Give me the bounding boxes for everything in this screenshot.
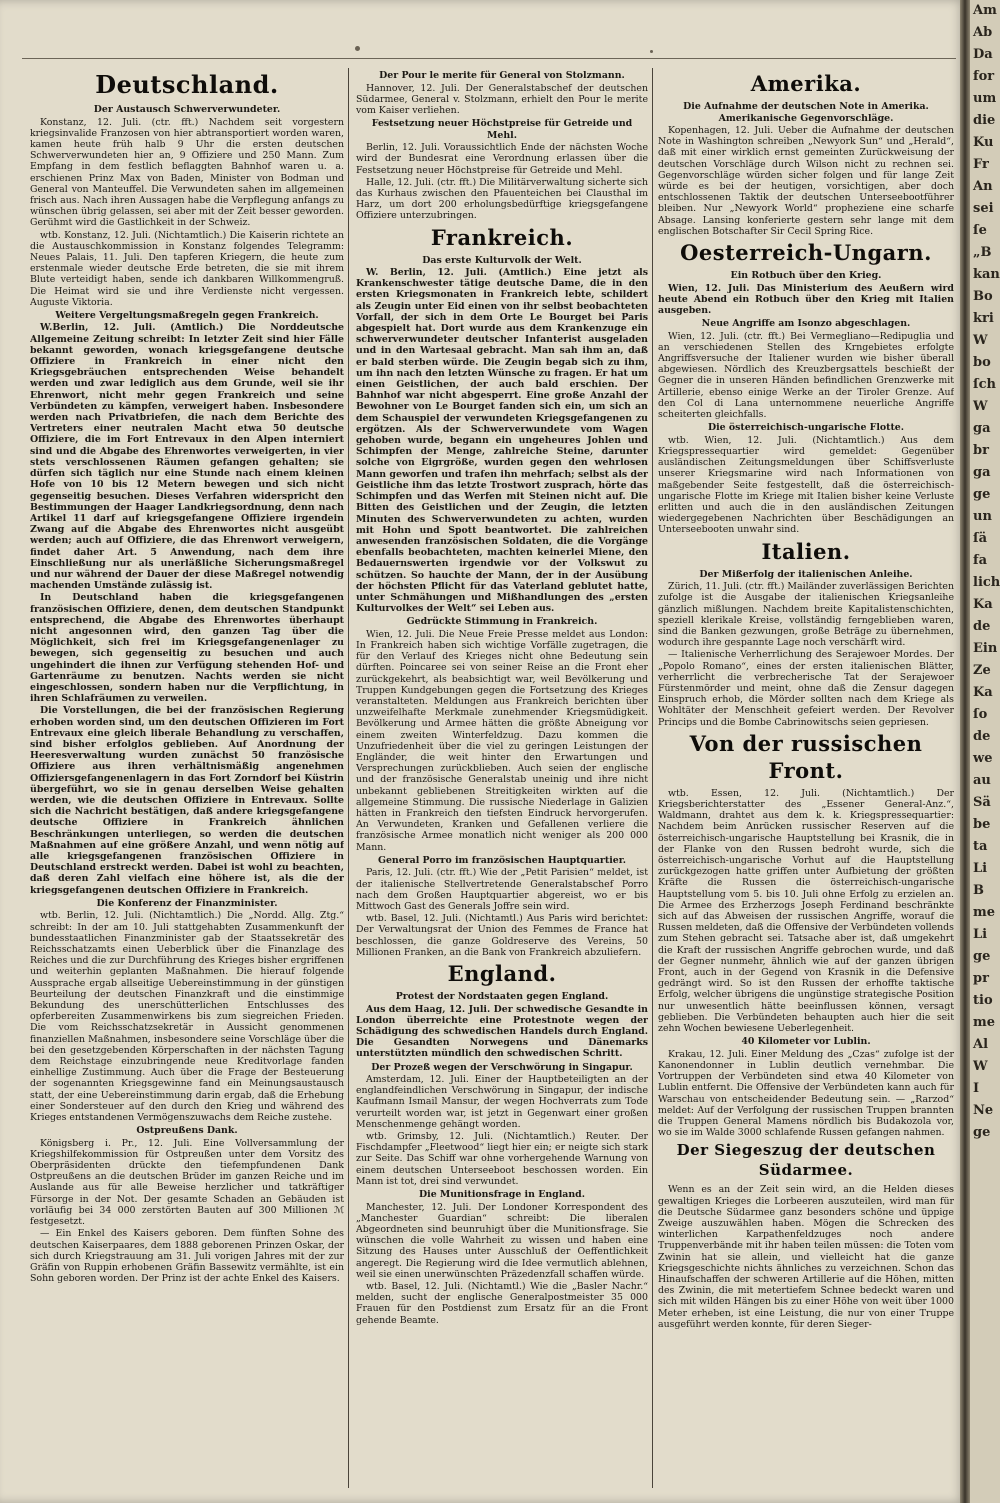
edge-fragment: ga: [973, 465, 991, 480]
edge-fragment: me: [973, 905, 996, 920]
edge-fragment: um: [973, 91, 997, 106]
article-paragraph: W.Berlin, 12. Juli. (Amtlich.) Die Norddeutsche Allgemeine Zeitung schreibt: In letzter Zeit sind hier Fälle bekannt geworden, wonach kriegsgefangene deutsche Offiziere in Frankreich in einer nicht den Kriegsgebräuchen entsprechenden Weise behandelt werden und zwar lediglich aus dem Grunde, weil sie ihr Ehrenwort, nicht mehr gegen Frankreich und seine Verbündeten zu kämpfen, verweigert haben. Insbesondere werden nach Privatbriefen, die nach dem Berichte des Vertreters einer neutralen Macht etwa 50 deutsche Offiziere, die im Fort Entrevaux in den Alpen interniert sind und die Abgabe des Ehrenwortes verweigerten, in vier stets verschlossenen Räumen gefangen gehalten; sie dürfen sich täglich nur eine Stunde nach einem kleinen Hofe von 10 bis 12 Metern bewegen und sich nicht gegenseitig besuchen. Dieses Verfahren widerspricht den Bestimmungen der Haager Landkriegsordnung, denn nach Artikel 11 darf auf kriegsgefangene Offiziere irgendein Zwang auf die Abgabe des Ehrenwortes nicht ausgeübt werden; auch auf Offiziere, die das Ehrenwort verweigern, findet daher Art. 5 Anwendung, nach dem ihre Einschließung nur als unerläßliche Sicherungsmaßregel und nur während der Dauer der diese Maßregel notwendig machenden Umstände zulässig ist.: [30, 322, 344, 592]
edge-fragment: Ka: [973, 597, 993, 612]
edge-fragment: br: [973, 443, 989, 458]
article-paragraph: Zürich, 11. Juli. (ctr. fft.) Mailänder zuverlässigen Berichten zufolge ist die Ausgabe der italienischen Kriegsanleihe gänzlich mißlungen. Nachdem breite Kapitalistenschichten, speziell klerikale Kreise, vollständig ferngeblieben waren, sind die Banken gezwungen, große Beträge zu übernehmen, wodurch ihre gespannte Lage noch verschärft wird.: [658, 581, 954, 649]
edge-fragment: ſch: [973, 377, 996, 392]
edge-fragment: kan: [973, 267, 1000, 282]
edge-fragment: bo: [973, 355, 991, 370]
edge-fragment: „B: [973, 245, 992, 260]
article-paragraph: — Ein Enkel des Kaisers geboren. Dem fünften Sohne des deutschen Kaiserpaares, dem 1888 geborenen Prinzen Oskar, der sich durch Kriegstrauung am 31. Juli vorigen Jahres mit der zur Gräfin von Ruppin erhobenen Gräfin Bassewitz vermählte, ist ein Sohn geboren worden. Der Prinz ist der achte Enkel des Kaisers.: [30, 1228, 344, 1285]
edge-fragment: die: [973, 113, 996, 128]
edge-fragment: Ab: [973, 25, 993, 40]
article-headline: General Porro im französischen Hauptquartier.: [377, 854, 627, 866]
article-paragraph: Wenn es an der Zeit sein wird, an die Helden dieses gewaltigen Krieges die Lorbeeren auszuteilen, wird man für die Deutsche Südarmee ganz besonders schöne und üppige Zweige auszuwählen haben. Mögen die Schrecken des winterlichen Karpathenfeldzuges noch andere Truppenverbände mit ihr haben teilen müssen: die Toten vom Zwinin hat sie allein, und vielleicht hat die ganze Kriegsgeschichte nichts ähnliches zu verzeichnen. Schon das Hinaufschaffen der schweren Artillerie auf die Höhen, mitten des Zwinin, die mit metertiefem Schnee bedeckt waren und sich mit wilden Hängen bis zu einer Höhe von weit über 1000 Meter erheben, ist eine Leistung, die nur von einer Truppe ausgeführt werden konnte, für deren Sieger-: [658, 1184, 954, 1330]
edge-fragment: W: [973, 333, 988, 348]
article-paragraph: Kopenhagen, 12. Juli. Ueber die Aufnahme der deutschen Note in Washington schreiben „Newyork Sun“ und „Herald“, daß mit einer wirklich ernst gemeinten Zurückweisung der deutschen Vorschläge durch Wilson nicht zu rechnen sei. Gegenvorschläge würden sicher folgen und für lange Zeit würde es bei der heutigen, vorsichtigen, aber doch entschlossenen Taktik der deutschen Unterseebootführer bleiben. Nur „Newyork World“ propheziene eine scharfe Absage. Lansing konferierte gestern sehr lange mit dem englischen Botschafter Sir Cecil Spring Rice.: [658, 125, 954, 237]
article-paragraph: Halle, 12. Juli. (ctr. fft.) Die Militärverwaltung sicherte sich das Kurhaus zwischen den Pfauenteichen bei Clausthal im Harz, um dort 200 erholungsbedürftige kriegsgefangene Offiziere unterzubringen.: [356, 176, 648, 222]
article-headline: Die Aufnahme der deutschen Note in Amerika. Amerikanische Gegenvorschläge.: [683, 101, 929, 124]
edge-fragment: Ze: [973, 663, 991, 678]
article-headline: Das erste Kulturvolk der Welt.: [422, 254, 582, 266]
article-headline: Ein Rotbuch über den Krieg.: [730, 270, 882, 282]
article-paragraph: W. Berlin, 12. Juli. (Amtlich.) Eine jetzt als Krankenschwester tätige deutsche Dame, die in den ersten Kriegsmonaten in Frankreich lebte, schildert als Zeugin unter Eid einen von ihr selbst beobachteten Vorfall, der sich in dem Orte Le Bourget bei Paris abgespielt hat. Dort wurde aus dem Krankenzuge ein schwerverwundeter deutscher Infanterist ausgeladen und in den Wartesaal gebracht. Man sah ihm an, daß er bald sterben würde. Die Zeugin begab sich zu ihm, um ihn nach den letzten Wünsche zu fragen. Er hat um einen Geistlichen, der auch bald erschien. Der Bahnhof war nicht abgesperrt. Eine große Anzahl der Bewohner von Le Bourget fanden sich ein, um sich an dem Schauspiel der verwundeten Kriegsgefangenen zu ergötzen. Als der Schwerverwundete vom Wagen gehoben wurde, begann ein ungeheures Johlen und Schimpfen der Menge, zahlreiche Steine, darunter solche von Eigrgröße, wurden gegen den wehrlosen Mann geworfen und trafen ihn mehrfach; selbst als der Geistliche ihm das letzte Trostwort zusprach, hörte das Schimpfen und das Werfen mit Steinen nicht auf. Die Bitten des Geistlichen und der Zeugin, die letzten Minuten des Schwerverwundeten zu achten, wurden mit Hohn und Spott beantwortet. Die zahlreichen anwesenden französischen Soldaten, die die Vorgänge ebenfalls beobachteten, machten keinerlei Miene, den Bedauernswerten irgendwie vor der Volkswut zu schützen. So hauchte der Mann, der in der Ausübung der höchsten Pflicht für das Vaterland geblutet hatte, unter Schmähungen und Mißhandlungen des „ersten Kulturvolkes der Welt“ sei Leben aus.: [356, 267, 648, 615]
edge-fragment: be: [973, 817, 991, 832]
section-heading: Von der russischen Front.: [689, 730, 923, 783]
edge-fragment: ſe: [973, 223, 987, 238]
article-paragraph: Königsberg i. Pr., 12. Juli. Eine Vollversammlung der Kriegshilfekommission für Ostpreußen unter dem Vorsitz des Oberpräsidenten drückte den tiefempfundenen Dank Ostpreußens an die deutschen Brüder im ganzen Reiche und im Auslande aus für alle Beweise herzlicher und tatkräftiger Fürsorge in der Not. Der gesamte Schaden an Gebäuden ist vorläufig bei 34 000 zerstörten Bauten auf 300 Millionen ℳ festgesetzt.: [30, 1137, 344, 1228]
article-headline: Der Prozeß wegen der Verschwörung in Singapur.: [371, 1061, 633, 1073]
edge-fragment: au: [973, 773, 991, 788]
column-rule: [348, 68, 349, 1488]
edge-fragment: ge: [973, 487, 991, 502]
edge-fragment: Ku: [973, 135, 994, 150]
section-heading: Frankreich.: [430, 224, 574, 250]
paper-speck: [355, 46, 360, 51]
article-headline: Die Munitionsfrage in England.: [419, 1189, 585, 1201]
edge-fragment: ge: [973, 949, 991, 964]
article-paragraph: wtb. Basel, 12. Juli. (Nichtamtl.) Wie die „Basler Nachr.“ melden, sucht der englische Generalpostmeister 35 000 Frauen für den Postdienst zum Ersatz für an die Front gehende Beamte.: [356, 1280, 648, 1326]
article-headline: Weitere Vergeltungsmaßregeln gegen Frankreich.: [55, 309, 319, 321]
article-headline: Die österreichisch-ungarische Flotte.: [707, 422, 905, 434]
article-paragraph: In Deutschland haben die kriegsgefangenen französischen Offiziere, denen, dem deutschen Standpunkt entsprechend, die Abgabe des Ehrenwortes überhaupt nicht angesonnen wird, den ganzen Tag über die Möglichkeit, sich frei im Kriegsgefangenenlager zu bewegen, sich gegenseitig zu besuchen und auch ungehindert die ihnen zur Verfügung stehenden Hof- und Gartenräume zu benutzen. Nachts werden sie nicht eingeschlossen, sondern haben nur die Verpflichtung, in ihren Schlafräumen zu verweilen.: [30, 592, 344, 705]
edge-fragment: lich: [973, 575, 1000, 590]
top-frame-line: [22, 58, 956, 59]
edge-fragment: W: [973, 399, 988, 414]
article-paragraph: wtb. Wien, 12. Juli. (Nichtamtlich.) Aus dem Kriegspressequartier wird gemeldet: Gegenüber ausländischen Zeitungsmeldungen über Schiffsverluste unserer Kriegsmarine wird nach Informationen von maßgebender Seite festgestellt, daß die österreichisch-ungarische Flotte im Kriege mit Italien bisher keine Verluste erlitten und auch die in den ausländischen Zeitungen wiedergegebenen Nachrichten über Beschädigungen an Unterseebooten unwahr sind.: [658, 434, 954, 536]
column-2-body: [356, 70, 648, 1326]
edge-fragment: tio: [973, 993, 993, 1008]
edge-fragment: Li: [973, 927, 988, 942]
article-paragraph: Amsterdam, 12. Juli. Einer der Hauptbeteiligten an der englandfeindlichen Verschwörung in Singapur, der indische Kaufmann Ismail Mansur, der wegen Hochverrats zum Tode verurteilt worden war, ist jetzt in Gegenwart einer großen Menschenmenge gehängt worden.: [356, 1074, 648, 1130]
article-paragraph: wtb. Konstanz, 12. Juli. (Nichtamtlich.) Die Kaiserin richtete an die Austauschkommission in Konstanz folgendes Telegramm: Neues Palais, 11. Juli. Den tapferen Kriegern, die heute zum erstenmale wieder deutsche Erde betreten, die sie mit ihrem Blute verteidigt haben, sende ich dankbaren Willkommengruß. Die Heimat wird sie und ihre Verdienste nicht vergessen. Auguste Viktoria.: [30, 229, 344, 308]
article-headline: Festsetzung neuer Höchstpreise für Getreide und Mehl.: [371, 118, 633, 141]
article-headline: Ostpreußens Dank.: [136, 1125, 238, 1137]
edge-fragment: Ein: [973, 641, 998, 656]
article-headline: Der Mißerfolg der italienischen Anleihe.: [699, 568, 913, 580]
column-1-body: [30, 104, 344, 1284]
edge-fragment: Ne: [973, 1103, 994, 1118]
edge-fragment: me: [973, 1015, 996, 1030]
section-heading: Oesterreich-Ungarn.: [680, 240, 932, 266]
edge-fragment: I: [973, 1081, 980, 1096]
edge-fragment: Bo: [973, 289, 993, 304]
edge-fragment: Fr: [973, 157, 989, 172]
article-paragraph: wtb. Essen, 12. Juli. (Nichtamtlich.) Der Kriegsberichterstatter des „Essener General-Anz.“, Waldmann, drahtet aus dem k. k. Kriegspressequartier: Nachdem beim Anrücken russischer Reserven auf die österreichisch-ungarische Hauptstellung bei Krasnik, die in der Flanke von den Russen bedroht wurde, sich die österreichisch-ungarische Vorhut auf die Hauptstellung zurückgezogen hatte griffen unter Aufbietung der größten Kräfte die Russen die österreichisch-ungarische Hauptstellung vom 5. bis 10. Juli ohne Erfolg zu erzielen an. Die Armee des Erzherzogs Joseph Ferdinand beschränkte sich auf das Abweisen der russischen Angriffe, worauf die Russen meldeten, daß die Offensive der Verbündeten vollends zum Stehen gebracht sei. Tatsache aber ist, daß umgekehrt die Kraft der russischen Angriffe gebrochen wurde, und daß der Gegner nunmehr, ähnlich wie auf der ganzen übrigen Front, auch in der Gegend von Krasnik in die Defensive gedrängt wird. So ist den Russen der erhoffte taktische Erfolg, welcher übrigens die ungünstige strategische Position nur unwesentlich hätte beeinflussen können, versagt geblieben. Die Verbündeten behaupten auch hier die seit zehn Wochen bewiesene Ueberlegenheit.: [658, 787, 954, 1034]
edge-fragment: de: [973, 729, 991, 744]
section-heading: Italien.: [761, 538, 851, 564]
edge-fragment: ſä: [973, 531, 988, 546]
article-paragraph: Berlin, 12. Juli. Voraussichtlich Ende der nächsten Woche wird der Bundesrat eine Verordnung erlassen über die Festsetzung neuer Höchstpreise für Getreide und Mehl.: [356, 142, 648, 176]
edge-fragment: Sä: [973, 795, 991, 810]
edge-fragment: sei: [973, 201, 994, 216]
edge-fragment: fa: [973, 553, 988, 568]
column-2: [356, 68, 648, 1488]
edge-fragment: Ka: [973, 685, 993, 700]
edge-fragment: Al: [973, 1037, 989, 1052]
article-paragraph: Hannover, 12. Juli. Der Generalstabschef der deutschen Südarmee, General v. Stolzmann, erhielt den Pour le merite vom Kaiser verliehen.: [356, 82, 648, 116]
article-headline: Protest der Nordstaaten gegen England.: [395, 991, 609, 1003]
article-paragraph: wtb. Grimsby, 12. Juli. (Nichtamtlich.) Reuter. Der Fischdampfer „Fleetwood“ liegt hier ein; er neigte sich stark zur Seite. Das Schiff war ohne vorhergehende Warnung von einem deutschen Unterseeboot beschossen worden. Ein Mann ist tot, drei sind verwundet.: [356, 1131, 648, 1187]
article-paragraph: Konstanz, 12. Juli. (ctr. fft.) Nachdem seit vorgestern kriegsinvalide Franzosen von hier abtransportiert worden waren, kamen heute früh halb 9 Uhr die ersten deutschen Schwerverwundeten hier an, 9 Offiziere und 250 Mann. Zum Empfang in dem festlich beflaggten Bahnhof waren u. a. erschienen Prinz Max von Baden, Minister von Bodman und General von Manteuffel. Die Verwundeten sahen im allgemeinen frisch aus. Nach ihren Aussagen habe die Verpflegung anfangs zu wünschen übrig gelassen, sei aber mit der Zeit besser geworden. Gerühmt wird die Gastlichkeit in der Schweiz.: [30, 116, 344, 229]
section-heading: Amerika.: [750, 71, 862, 96]
edge-fragment: pr: [973, 971, 989, 986]
feature-heading: Der Siegeszug der deutschen Südarmee.: [676, 1141, 936, 1180]
edge-fragment: kri: [973, 311, 994, 326]
book-spine: [960, 0, 970, 1503]
article-headline: Der Pour le merite für General von Stolzmann.: [379, 70, 625, 81]
column-1: [30, 68, 344, 1488]
edge-fragment: for: [973, 69, 995, 84]
article-paragraph: Wien, 12. Juli. Das Ministerium des Aeußern wird heute Abend ein Rotbuch über den Krieg mit Italien ausgeben.: [658, 282, 954, 316]
paper-speck: [650, 50, 653, 53]
article-headline: Die Konferenz der Finanzminister.: [96, 897, 278, 909]
edge-fragment: we: [973, 751, 993, 766]
edge-fragment: ga: [973, 421, 991, 436]
article-paragraph: wtb. Basel, 12. Juli. (Nichtamtl.) Aus Paris wird berichtet: Der Verwaltungsrat der Union des Femmes de France hat beschlossen, die ganze Goldreserve des Vereins, 50 Millionen Franken, an die Bank von Frankreich abzuliefern.: [356, 913, 648, 958]
section-heading-deutschland: Deutschland.: [95, 70, 279, 99]
article-paragraph: wtb. Berlin, 12. Juli. (Nichtamtlich.) Die „Nordd. Allg. Ztg.“ schreibt: In der am 10. Juli stattgehabten Zusammenkunft der bundesstaatlichen Finanzminister gab der Staatssekretär des Reichsschatzamts einen Ueberblick über die Finanzlage des Reiches und die zur Durchführung des Krieges bisher ergriffenen und weiterhin geplanten Maßnahmen. Die hierauf folgende Aussprache ergab allseitige Uebereinstimmung in der günstigen Beurteilung der deutschen Finanzkraft und die einstimmige Bekundung des unerschütterlichen Entschlusses des opferbereiten Zusammenwirkens bis zum siegreichen Frieden. Die vom Reichsschatzsekretär in Aussicht genommenen finanziellen Maßnahmen, insbesondere seine Vorschläge über die bei den gesetzgebenden Körperschaften in der nächsten Tagung dem Reichstage einzubringende neue Kreditvorlage fanden einhellige Zustimmung. Auch über die Frage der Besteuerung der sogenannten Kriegsgewinne fand ein Meinungsaustausch statt, der eine Uebereinstimmung darin ergab, daß die Erhebung einer Sondersteuer auf den durch den Krieg und während des Krieges entstandenen Vermögenszuwachs dem Reiche zustehe.: [30, 910, 344, 1123]
edge-fragment: Li: [973, 861, 988, 876]
article-paragraph: Die Vorstellungen, die bei der französischen Regierung erhoben worden sind, um den deutschen Offizieren im Fort Entrevaux eine gleich liberale Behandlung zu verschaffen, sind bisher erfolglos geblieben. Auf Anordnung der Heeresverwaltung wurden zunächst 50 französische Offiziere aus ihren verhältnismäßig angenehmen Offiziersgefangenenlagern in das Fort Zorndorf bei Küstrin übergeführt, wo sie in genau derselben Weise gehalten werden, wie die deutschen Offiziere in Entrevaux. Sollte sich die Nachricht bestätigen, daß andere kriegsgefangene deutsche Offiziere in Frankreich ähnlichen Beschränkungen unterliegen, so werden die deutschen Maßnahmen auf eine größere Anzahl, und wenn nötig auf alle kriegsgefangenen französischen Offiziere in Deutschland erstreckt werden. Dabei ist wohl zu beachten, daß deren Zahl vielfach eine höhere ist, als die der kriegsgefangenen deutschen Offiziere in Frankreich.: [30, 705, 344, 896]
edge-fragment: ſo: [973, 707, 988, 722]
edge-fragment: un: [973, 509, 992, 524]
article-paragraph: Paris, 12. Juli. (ctr. fft.) Wie der „Petit Parisien“ meldet, ist der italienische Stellvertretende Generalstabschef Porro nach dem Großen Hauptquartier abgereist, wo er bis Mittwoch Gast des Generals Joffre sein wird.: [356, 867, 648, 912]
article-paragraph: Krakau, 12. Juli. Einer Meldung des „Czas“ zufolge ist der Kanonendonner in Lublin deutlich vernehmbar. Die Vortruppen der Verbündeten sind etwa 40 Kilometer von Lublin entfernt. Die Offensive der Verbündeten kann auch für Warschau von entscheidender Bedeutung sein. — „Rarzod“ meldet: Auf der Verfolgung der russischen Truppen brannten die Truppen General Mamens nördlich bis Budakozola vor, wo sie im Walde 3000 schlafende Russen gefangen nahmen.: [658, 1048, 954, 1139]
article-paragraph: Wien, 12. Juli. Die Neue Freie Presse meldet aus London: In Frankreich haben sich wichtige Vorfälle zugetragen, die für den Verlauf des Krieges nicht ohne Bedeutung sein dürften. Poincaree sei von seiner Reise an die Front eher zurückgekehrt, als beabsichtigt war, weil Bevölkerung und Truppen Kundgebungen gegen die Fortsetzung des Krieges veranstalteten. Meldungen aus Frankreich berichten über unzweifelhafte Merkmale zunehmender Kriegsmüdigkeit. Bevölkerung und Armee hätten die größte Abneigung vor einem zweiten Winterfeldzug. Dazu kommen die Unzufriedenheit über die viel zu geringen Leistungen der Engländer, die weit hinter den Erwartungen und Versprechungen zurückblieben. Auch seien der englische und der französische Generalstab uneinig und ihre nicht unbekannt gebliebenen Streitigkeiten wirkten auf die allgemeine Stimmung. Die russische Niederlage in Galizien hätten in Frankreich den tiefsten Eindruck hervorgerufen. An Verwundeten, Kranken und Gefallenen verliere die französische Armee monatlich nicht weniger als 200 000 Mann.: [356, 628, 648, 853]
edge-fragment: Da: [973, 47, 993, 62]
adjacent-page-edge: [970, 0, 1000, 1503]
article-headline: Neue Angriffe am Isonzo abgeschlagen.: [701, 318, 911, 330]
article-headline: Der Austausch Schwerverwundeter.: [93, 104, 281, 115]
edge-fragment: B: [973, 883, 984, 898]
column-3-body: [658, 70, 954, 1330]
article-paragraph: Manchester, 12. Juli. Der Londoner Korrespondent des „Manchester Guardian“ schreibt: Die liberalen Abgeordneten sind beunruhigt über die Munitionsfrage. Sie wünschen die volle Wahrheit zu wissen und haben eine Sitzung des Hauses unter Ausschluß der Oeffentlichkeit angeregt. Die Regierung wird die Idee vermutlich ablehnen, weil sie einen unerwünschten Präzedenzfall schaffen würde.: [356, 1201, 648, 1280]
edge-fragment: An: [973, 179, 993, 194]
article-headline: Gedrückte Stimmung in Frankreich.: [406, 616, 598, 628]
edge-fragment: Am: [973, 3, 997, 18]
edge-fragment: de: [973, 619, 991, 634]
edge-fragment: ge: [973, 1125, 991, 1140]
column-3: [658, 68, 954, 1488]
article-paragraph: Aus dem Haag, 12. Juli. Der schwedische Gesandte in London überreichte eine Protestnote wegen der Schädigung des schwedischen Handels durch England. Die Gesandten Norwegens und Dänemarks unterstützten mündlich den schwedischen Schritt.: [356, 1003, 648, 1060]
edge-fragment: ta: [973, 839, 988, 854]
article-headline: 40 Kilometer vor Lublin.: [741, 1036, 871, 1048]
section-heading: England.: [447, 961, 557, 987]
column-rule: [652, 68, 653, 1488]
edge-fragment: W: [973, 1059, 988, 1074]
article-paragraph: — Italienische Verherrlichung des Serajewoer Mordes. Der „Popolo Romano“, eines der ersten italienischen Blätter, verherrlicht die verbrecherische Tat der Serajewoer Fürstenmörder und meint, ohne daß die Zensur dagegen Einspruch erhob, die Mörder sollten nach dem Kriege als Wohltäter der Menschheit gefeiert werden. Der Revolver Princips und die Bombe Cabrinowitschs seien gepriesen.: [658, 649, 954, 728]
article-paragraph: Wien, 12. Juli. (ctr. fft.) Bei Vermegliano—Redipuglia und an verschiedenen Stellen des Krngebietes erfolgte Angriffsversuche der Italiener wurden wie bisher überall abgewiesen. Nördlich des Kreuzbergsattels beschießt der Gegner die in unseren Händen befindlichen Grenzwerke mit Artillerie, ebenso einige Werke an der Tiroler Grenze. Auf den Col di Lana unternommene neuerliche Angriffe scheiterten gleichfalls.: [658, 330, 954, 421]
